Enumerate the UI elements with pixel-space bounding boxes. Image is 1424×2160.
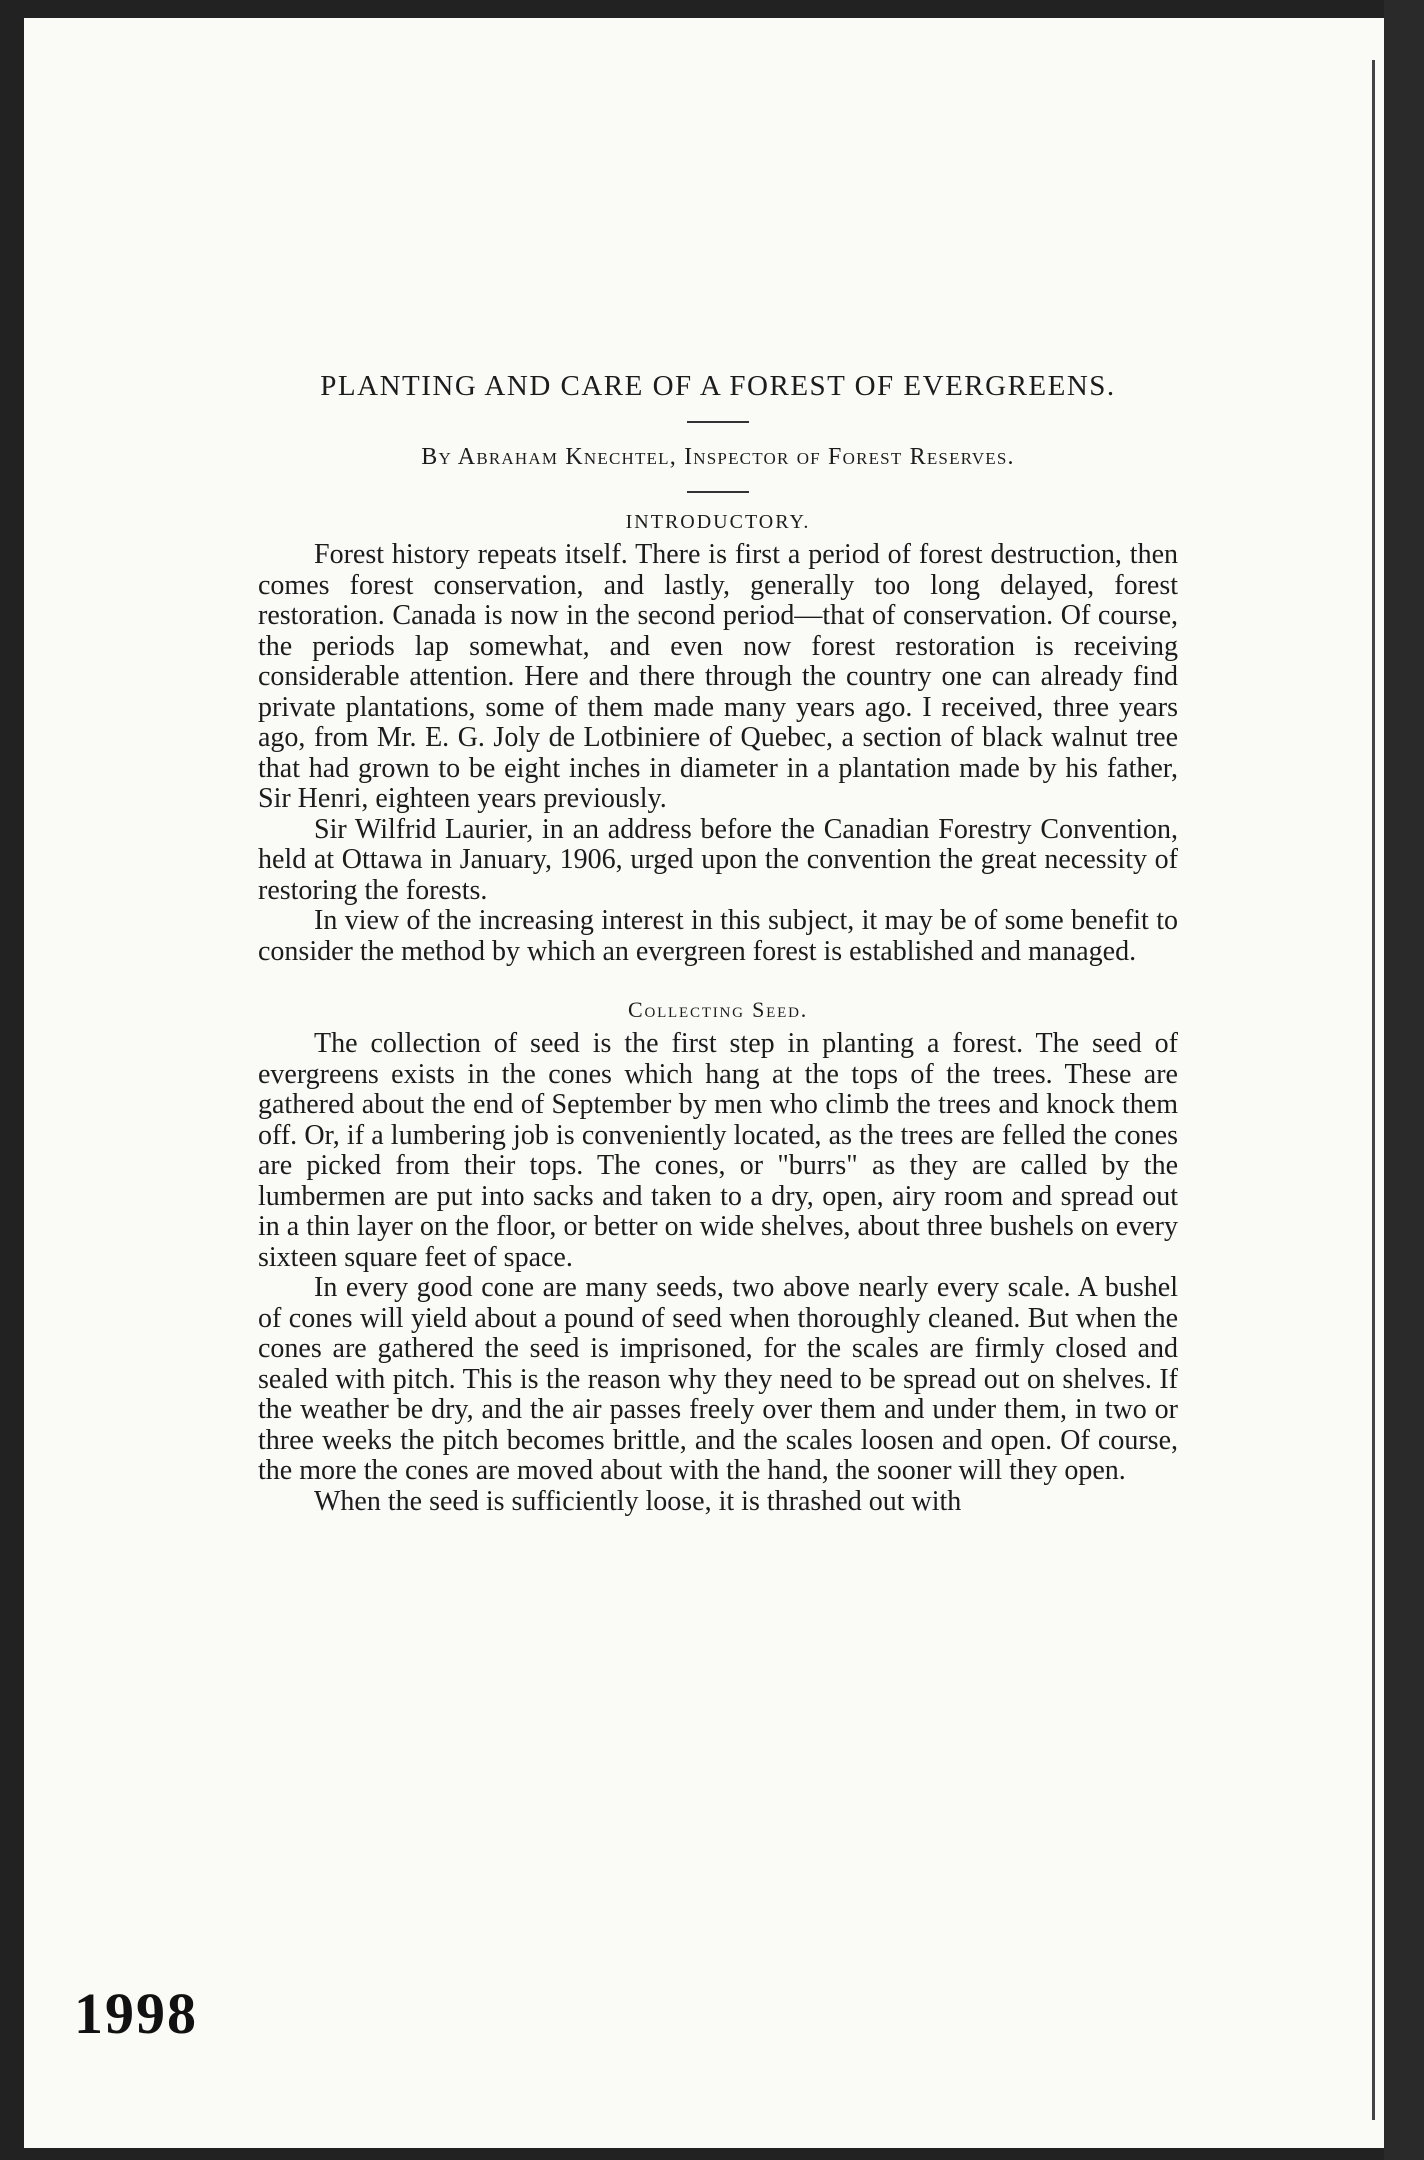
paragraph: In view of the increasing interest in this subject, it may be of some benefit to consider the method by which an evergreen forest is established and managed. (258, 905, 1178, 967)
article-title: PLANTING AND CARE OF A FOREST OF EVERGREENS. (320, 370, 1116, 402)
article-body (258, 370, 1178, 1517)
page-edge-line (1372, 60, 1375, 2120)
title-rule (687, 421, 749, 423)
paragraph: In every good cone are many seeds, two above nearly every scale. A bushel of cones will yield about a pound of seed when thoroughly cleaned. But when the cones are gathered the seed is imprisoned, for the scales are firmly closed and sealed with pitch. This is the reason why they need to be spread out on shelves. If the weather be dry, and the air passes freely over them and under them, in two or three weeks the pitch becomes brittle, and the scales loosen and open. Of course, the more the cones are moved about with the hand, the sooner will they open. (258, 1272, 1178, 1486)
article-byline: By Abraham Knechtel, Inspector of Forest Reserves. (421, 444, 1015, 470)
section-heading-collecting-seed: Collecting Seed. (627, 997, 808, 1022)
paragraph: Forest history repeats itself. There is first a period of forest destruction, then comes forest conservation, and lastly, generally too long delayed, forest restoration. Canada is now in the second period—that of conservation. Of course, the periods lap somewhat, and even now forest restoration is receiving considerable attention. Here and there through the country one can already find private plantations, some of them made many years ago. I received, three years ago, from Mr. E. G. Joly de Lotbiniere of Quebec, a section of black walnut tree that had grown to be eight inches in diameter in a plantation made by his father, Sir Henri, eighteen years previously. (258, 539, 1178, 814)
paragraph: When the seed is sufficiently loose, it is thrashed out with (314, 1485, 962, 1517)
scan-border (1384, 0, 1424, 2160)
page-number: 1998 (74, 1981, 198, 2046)
paragraph: Sir Wilfrid Laurier, in an address before the Canadian Forestry Convention, held at Ottawa in January, 1906, urged upon the convention the great necessity of restoring the forests. (258, 813, 1178, 906)
paragraph: The collection of seed is the first step in planting a forest. The seed of evergreens exists in the cones which hang at the tops of the trees. These are gathered about the end of September by men who climb the trees and knock them off. Or, if a lumbering job is conveniently located, as the trees are felled the cones are picked from their tops. The cones, or "burrs" as they are called by the lumbermen are put into sacks and taken to a dry, open, airy room and spread out in a thin layer on the floor, or better on wide shelves, about three bushels on every sixteen square feet of space. (258, 1028, 1178, 1273)
byline-rule (687, 491, 749, 493)
section-heading-introductory: INTRODUCTORY. (625, 511, 811, 533)
